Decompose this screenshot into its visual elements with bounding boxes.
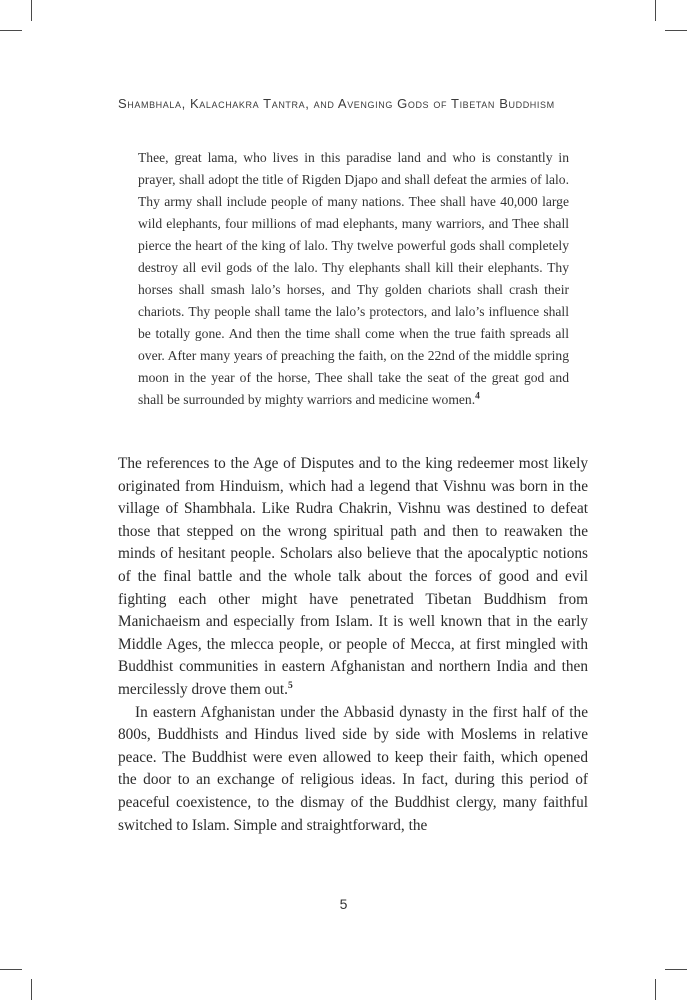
crop-mark-top-left-h: [0, 30, 22, 31]
footnote-ref-4: 4: [475, 391, 480, 402]
crop-mark-bottom-right: [655, 979, 656, 1000]
crop-mark-top-right: [655, 0, 656, 21]
block-quote-text: Thee, great lama, who lives in this paradise land and who is constantly in prayer, shall adopt the title of Rigden Djapo and shall defeat the armies of lalo. Thy army shall include people of many nations. Thee shall have 40,000 large wild elephants, four millions of mad elephants, many warriors, and Thee shall pierce the heart of the king of lalo. Thy twelve powerful gods shall completely destroy all evil gods of the lalo. Thy elephants shall kill their elephants. Thy horses shall smash lalo’s horses, and Thy golden chariots shall crash their chariots. Thy people shall tame the lalo’s protectors, and lalo’s influence shall be totally gone. And then the time shall come when the true faith spreads all over. After many years of preaching the faith, on the 22nd of the middle spring moon in the year of the horse, Thee shall take the seat of the great god and shall be surrounded by mighty warriors and medicine women.: [138, 150, 569, 407]
crop-mark-top-left: [31, 0, 32, 21]
crop-mark-top-right-h: [665, 30, 687, 31]
crop-mark-bottom-right-h: [665, 969, 687, 970]
paragraph: In eastern Afghanistan under the Abbasid dynasty in the first half of the 800s, Buddhists and Hindus lived side by side with Moslems in relative peace. The Buddhist were even allowed to keep their faith, which opened the door to an exchange of religious ideas. In fact, during this period of peaceful coexistence, to the dismay of the Buddhist clergy, many faithful switched to Islam. Simple and straightforward, the: [118, 703, 588, 834]
crop-mark-bottom-left-h: [0, 969, 22, 970]
page-number: 5: [339, 896, 348, 912]
paragraph: [118, 453, 588, 702]
running-head: Shambhala, Kalachakra Tantra, and Avenging Gods of Tibetan Buddhism: [118, 96, 555, 111]
block-quote: [138, 147, 569, 411]
crop-mark-bottom-left: [31, 979, 32, 1000]
footnote-ref-5: 5: [287, 680, 293, 691]
body-text: [118, 453, 588, 837]
paragraph-text: The references to the Age of Disputes and to the king redeemer most likely originated from Hinduism, which had a legend that Vishnu was born in the village of Shambhala. Like Rudra Chakrin, Vishnu was destined to defeat those that stepped on the wrong spiritual path and then to reawaken the minds of hesitant people. Scholars also believe that the apocalyptic notions of the final battle and the whole talk about the forces of good and evil fighting each other might have penetrated Tibetan Buddhism from Manichaeism and especially from Islam. It is well known that in the early Middle Ages, the mlecca people, or people of Mecca, at first mingled with Buddhist communities in eastern Afghanistan and northern India and then mercilessly drove them out.: [118, 455, 588, 698]
